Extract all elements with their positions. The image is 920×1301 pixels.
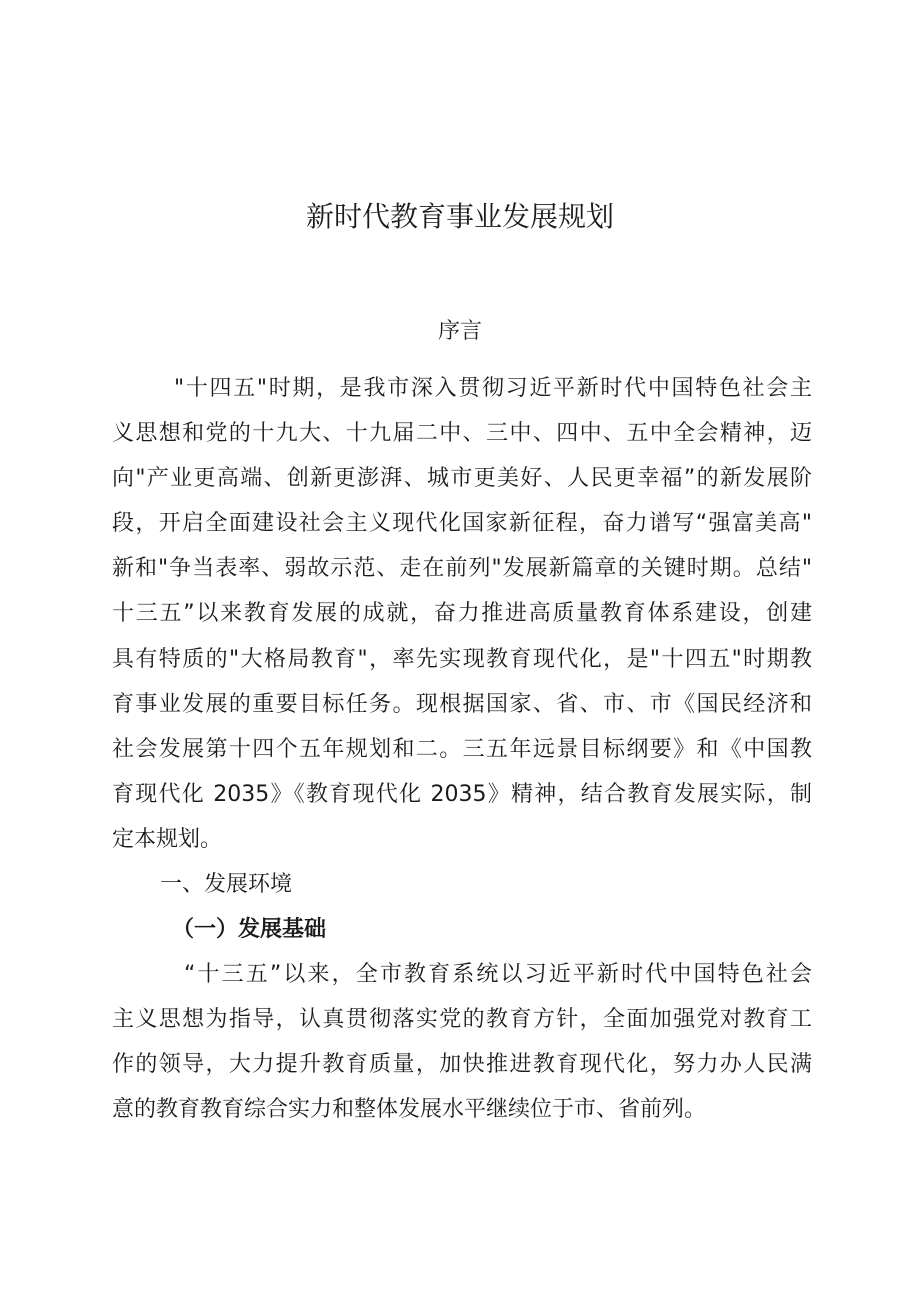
- preface-line: 具有特质的"大格局教育"，率先实现教育现代化，是"十四五"时期教: [112, 647, 812, 672]
- preface-line: 义思想和党的十九大、十九届二中、三中、四中、五中全会精神，迈: [112, 421, 812, 446]
- preface-line: 十三五”以来教育发展的成就，奋力推进高质量教育体系建设，创建: [112, 601, 812, 626]
- basis-line: “十三五”以来，全市教育系统以习近平新时代中国特色社会: [184, 962, 812, 987]
- basis-line: 作的领导，大力提升教育质量，加快推进教育现代化，努力办人民满: [112, 1052, 812, 1077]
- preface-line: 社会发展第十四个五年规划和二。三五年远景目标纲要》和《中国教: [112, 737, 812, 762]
- section-heading: 一、发展环境: [160, 872, 293, 897]
- basis-line: 主义思想为指导，认真贯彻落实党的教育方针，全面加强党对教育工: [112, 1007, 812, 1032]
- preface-line: 育事业发展的重要目标任务。现根据国家、省、市、市《国民经济和: [112, 692, 812, 717]
- basis-line: 意的教育教育综合实力和整体发展水平继续位于市、省前列。: [112, 1097, 707, 1122]
- preface-line: "十四五"时期，是我市深入贯彻习近平新时代中国特色社会主: [174, 376, 812, 401]
- preface-line: 定本规划。: [112, 827, 223, 852]
- preface-line: 育现代化 2035》《教育现代化 2035》精神，结合教育发展实际，制: [112, 782, 812, 807]
- subsection-heading: （一）发展基础: [172, 917, 327, 942]
- preface-line: 段，开启全面建设社会主义现代化国家新征程，奋力谱写“强富美高": [112, 511, 812, 536]
- preface-heading: 序言: [437, 319, 482, 344]
- document-title: 新时代教育事业发展规划: [305, 200, 614, 233]
- preface-line: 向"产业更高端、创新更澎湃、城市更美好、人民更幸福”的新发展阶: [112, 466, 812, 491]
- preface-line: 新和"争当表率、弱故示范、走在前列"发展新篇章的关键时期。总结": [112, 556, 812, 581]
